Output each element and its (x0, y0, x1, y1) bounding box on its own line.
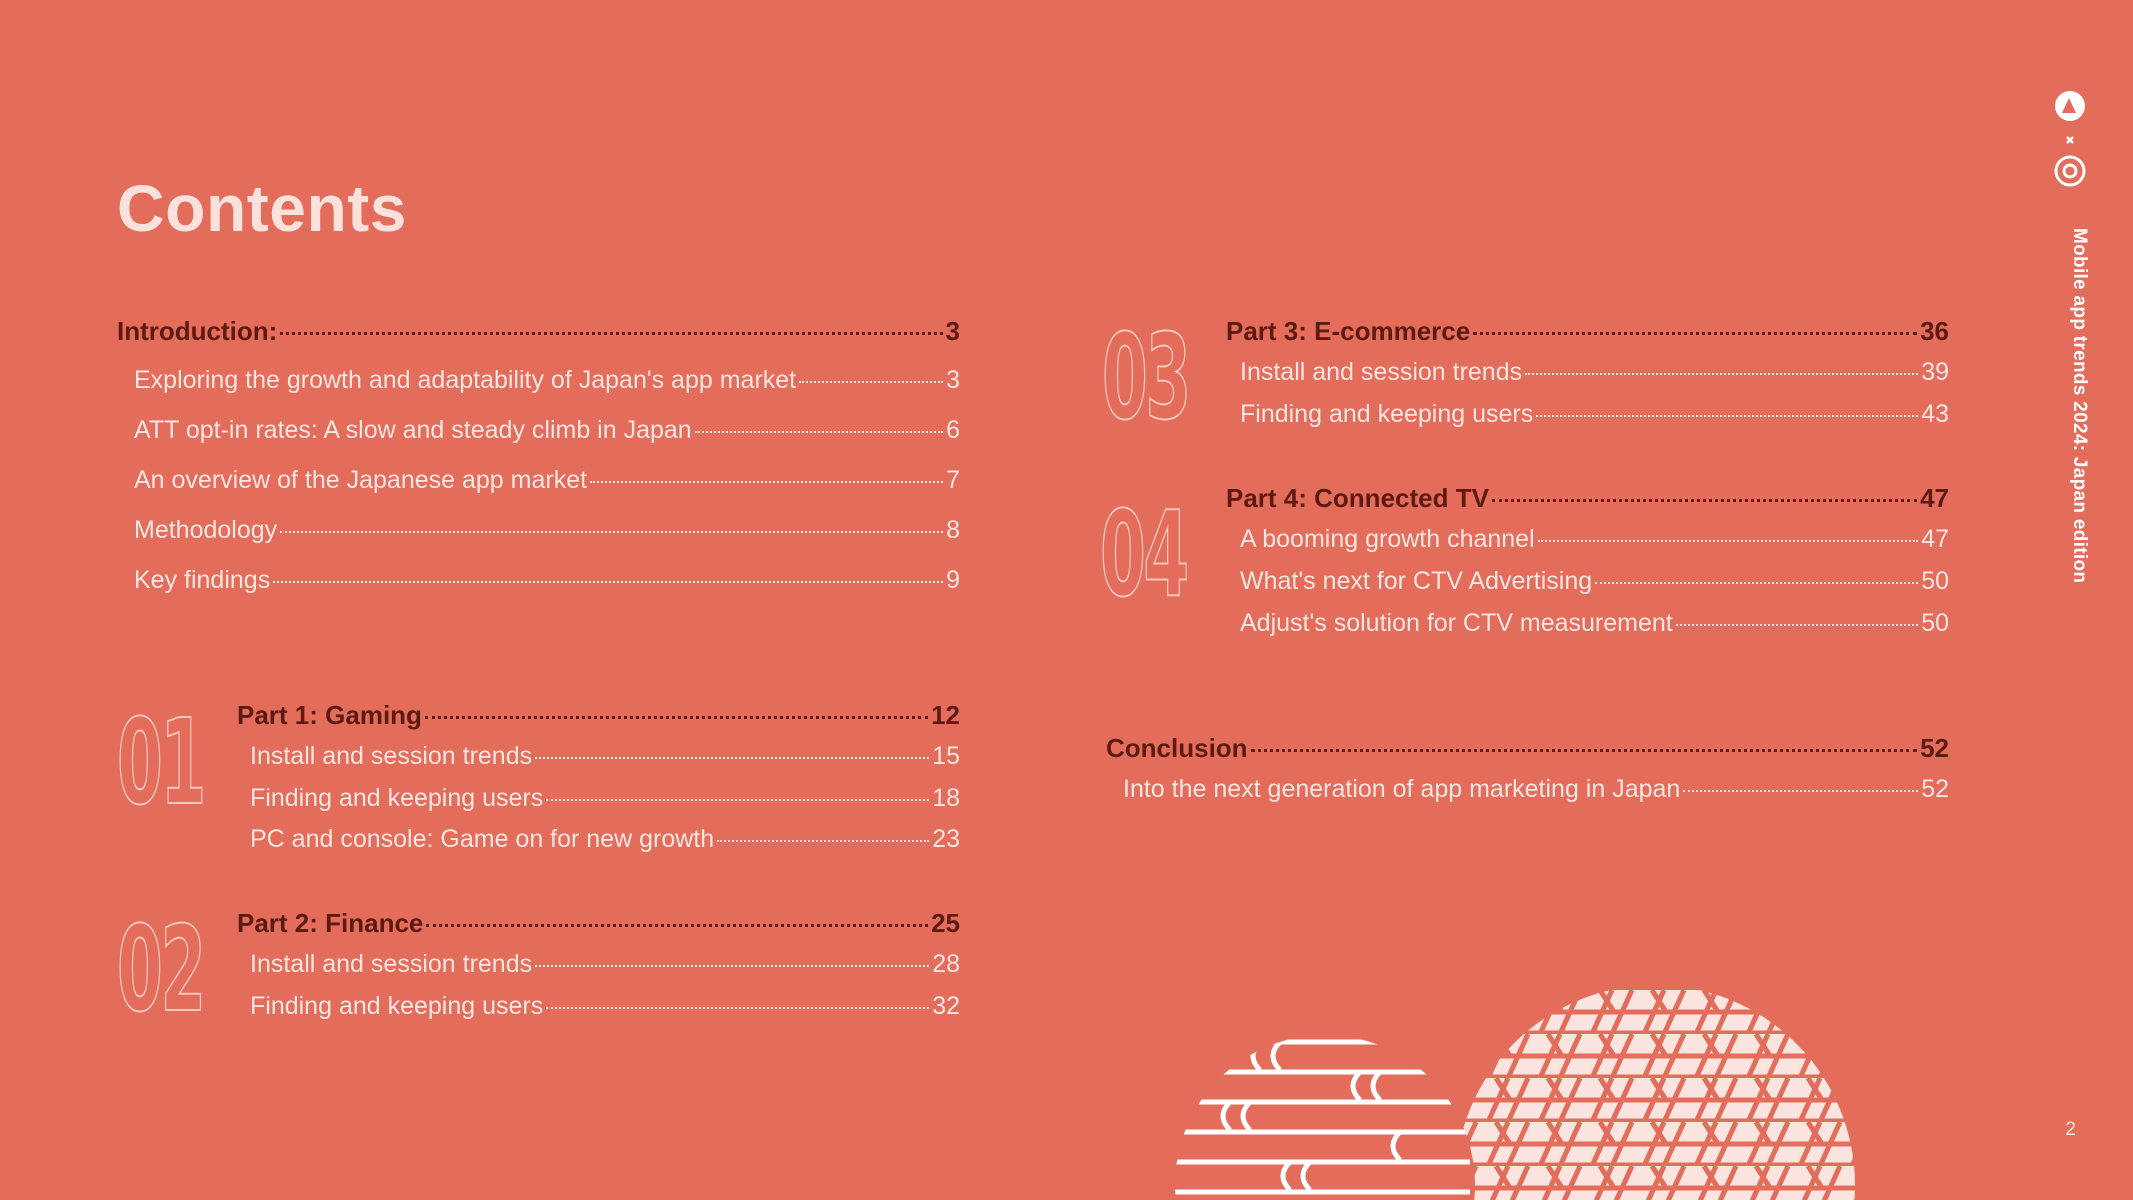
leader-dots (280, 531, 943, 533)
leader-dots (535, 757, 929, 759)
toc-page: 47 (1921, 525, 1949, 553)
leader-dots (1536, 415, 1918, 417)
leader-dots (1251, 749, 1918, 752)
section-number-02: 02 (117, 900, 204, 1038)
leader-dots (273, 581, 943, 583)
toc-label: A booming growth channel (1240, 525, 1535, 553)
lattice-pattern-circle (1450, 990, 1870, 1200)
section-number-03: 03 (1102, 308, 1189, 446)
toc-label: Finding and keeping users (250, 992, 544, 1020)
toc-item[interactable] (1240, 525, 1949, 554)
leader-dots (1525, 373, 1918, 375)
leader-dots (695, 431, 943, 433)
toc-part2-heading[interactable] (237, 908, 960, 939)
leader-dots (799, 381, 943, 383)
leader-dots (1473, 332, 1917, 335)
leader-dots (280, 332, 942, 335)
toc-item[interactable] (250, 784, 960, 813)
cross-icon (2067, 137, 2073, 143)
wave-pattern-circle (1170, 1004, 1480, 1200)
toc-label: What's next for CTV Advertising (1240, 567, 1593, 595)
toc-page: 39 (1921, 358, 1949, 386)
toc-label: PC and console: Game on for new growth (250, 825, 715, 853)
toc-item[interactable] (250, 950, 960, 979)
toc-item[interactable] (1123, 775, 1949, 804)
toc-page: 50 (1921, 609, 1949, 637)
toc-label: Introduction: (117, 316, 278, 346)
leader-dots (425, 716, 928, 719)
toc-item[interactable] (250, 825, 960, 854)
toc-item[interactable] (1240, 567, 1949, 596)
toc-page: 25 (931, 908, 960, 938)
toc-label: Finding and keeping users (1240, 400, 1534, 428)
toc-page: 12 (931, 700, 960, 730)
toc-page: 7 (946, 466, 960, 494)
toc-page: 52 (1920, 733, 1949, 763)
toc-item[interactable] (1240, 609, 1949, 638)
toc-page: 15 (932, 742, 960, 770)
toc-label: Install and session trends (250, 950, 533, 978)
toc-item[interactable] (134, 466, 960, 495)
toc-page: 36 (1920, 316, 1949, 346)
toc-intro-heading[interactable] (117, 316, 960, 347)
leader-dots (546, 799, 929, 801)
toc-page: 47 (1920, 483, 1949, 513)
toc-label: ATT opt-in rates: A slow and steady climb in Japan (134, 416, 692, 444)
toc-label: Part 1: Gaming (237, 700, 422, 730)
leader-dots (717, 840, 929, 842)
toc-part4-heading[interactable] (1226, 483, 1949, 514)
leader-dots (426, 924, 928, 927)
toc-conclusion-heading[interactable] (1106, 733, 1949, 764)
section-number-04: 04 (1100, 485, 1187, 623)
toc-page: 43 (1921, 400, 1949, 428)
toc-part1-heading[interactable] (237, 700, 960, 731)
toc-page: 3 (945, 316, 960, 346)
leader-dots (535, 965, 929, 967)
toc-item[interactable] (134, 366, 960, 395)
toc-page: 3 (946, 366, 960, 394)
toc-page: 9 (946, 566, 960, 594)
toc-item[interactable] (250, 742, 960, 771)
toc-page: 8 (946, 516, 960, 544)
toc-page: 52 (1921, 775, 1949, 803)
toc-item[interactable] (134, 416, 960, 445)
toc-label: An overview of the Japanese app market (134, 466, 588, 494)
toc-label: Install and session trends (1240, 358, 1523, 386)
toc-label: Install and session trends (250, 742, 533, 770)
decorative-pattern (1170, 990, 1870, 1200)
toc-page: 23 (932, 825, 960, 853)
toc-page: 6 (946, 416, 960, 444)
page-title: Contents (117, 171, 407, 245)
page-number: 2 (2065, 1119, 2076, 1140)
leader-dots (1683, 790, 1918, 792)
toc-item[interactable] (250, 992, 960, 1021)
leader-dots (590, 481, 943, 483)
toc-label: Adjust's solution for CTV measurement (1240, 609, 1673, 637)
toc-label: Methodology (134, 516, 278, 544)
toc-label: Exploring the growth and adaptability of Japan's app market (134, 366, 797, 394)
toc-label: Part 2: Finance (237, 908, 424, 938)
leader-dots (1595, 582, 1918, 584)
toc-label: Finding and keeping users (250, 784, 544, 812)
toc-item[interactable] (134, 516, 960, 545)
toc-label: Part 4: Connected TV (1226, 483, 1489, 513)
section-number-01: 01 (117, 693, 204, 831)
toc-item[interactable] (1240, 400, 1949, 429)
adjust-logo-icon (2055, 91, 2085, 121)
leader-dots (1538, 540, 1919, 542)
partner-logo-icon (2056, 157, 2084, 185)
toc-page: 32 (932, 992, 960, 1020)
toc-page: 18 (932, 784, 960, 812)
toc-label: Conclusion (1106, 733, 1248, 763)
side-title: Mobile app trends 2024: Japan edition (2069, 228, 2090, 584)
brand-logos (2052, 90, 2088, 190)
leader-dots (1676, 624, 1918, 626)
toc-part3-heading[interactable] (1226, 316, 1949, 347)
toc-label: Part 3: E-commerce (1226, 316, 1471, 346)
leader-dots (546, 1007, 929, 1009)
toc-label: Key findings (134, 566, 271, 594)
toc-page: 50 (1921, 567, 1949, 595)
toc-label: Into the next generation of app marketing in Japan (1123, 775, 1681, 803)
toc-item[interactable] (1240, 358, 1949, 387)
toc-page: 28 (932, 950, 960, 978)
leader-dots (1492, 499, 1917, 502)
toc-item[interactable] (134, 566, 960, 595)
